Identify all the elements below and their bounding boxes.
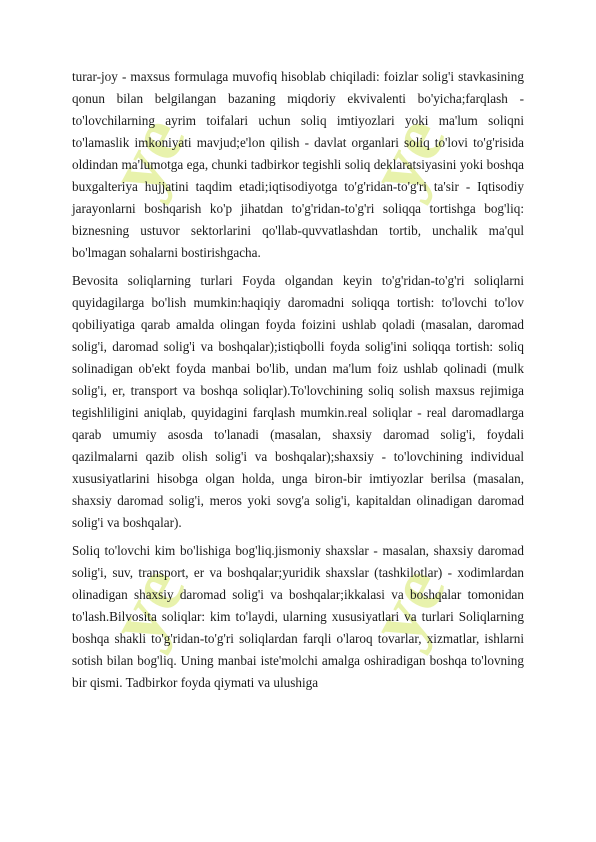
watermark: ye [350, 101, 463, 208]
paragraph: turar-joy - maxsus formulaga muvofiq hisoblab chiqiladi: foizlar solig'i stavkasining qonun bilan belgilangan bazaning miqdoriy ekvivalenti bo'yicha;farqlash - to'lovchilarning ayrim toifalari uchun soliq imtiyozlari yoki ma'lum soliqni to'lamaslik imkoniyati mavjud;e'lon qilish - davlat organlari soliq to'lovi to'g'risida oldindan ma'lumotga ega, chunki tadbirkor tegishli soliq deklaratsiyasini yoki boshqa buxgalteriya hujjatini taqdim etadi;iqtisodiyotga to'g'ridan-to'g'ri ta'sir - Iqtisodiy jarayonlarni boshqarish ko'p jihatdan to'g'ridan-to'g'ri soliqqa tortishga bog'liq: biznesning ustuvor sektorlarini qo'llab-quvvatlashdan tortib, unchalik ma'qul bo'lmagan sohalarni bostirishgacha. [72, 69, 524, 260]
paragraph: Bevosita soliqlarning turlari Foyda olgandan keyin to'g'ridan-to'g'ri soliqlarni quyidagilarga bo'lish mumkin:haqiqiy daromadni soliqqa tortish: to'lovchi to'lov qobiliyatiga qarab amalda olingan foyda foizini ushlab qoladi (masalan, daromad solig'i, daromad solig'i va boshqalar);istiqbolli foyda solig'ini soliqqa tortish: soliq solinadigan ob'ekt foyda manbai bo'lib, undan ma'lum foiz ushlab qolinadi (mulk solig'i, er, transport va boshqa soliqlar).To'lovchining soliq solish maxsus rejimiga tegishliligini aniqlab, quyidagini farqlash mumkin.real soliqlar - real daromadlarga qarab umumiy asosda to'lanadi (masalan, shaxsiy daromad solig'i, foydali qazilmalarni qazib olish solig'i va boshqalar);shaxsiy - to'lovchining individual xususiyatlarini hisobga olgan holda, unga biron-bir imtiyozlar berilsa (masalan, shaxsiy daromad solig'i, meros yoki sovg'a solig'i, kapitaldan olinadigan daromad solig'i va boshqalar). [72, 273, 524, 530]
watermark: ye [350, 551, 463, 658]
paragraph: Soliq to'lovchi kim bo'lishiga bog'liq.jismoniy shaxslar - masalan, shaxsiy daromad solig'i, suv, transport, er va boshqalar;yuridik shaxslar (tashkilotlar) - xodimlardan olinadigan shaxsiy daromad solig'i va boshqalar;ikkalasi va boshqalar tomonidan to'lash.Bilvosita soliqlar: kim to'laydi, ularning xususiyatlari va turlari Soliqlarning boshqa shakli to'g'ridan-to'g'ri soliqlardan farqli o'laroq tovarlar, xizmatlar, ishlarni sotish bilan bog'liq. Uning manbai iste'molchi amalga oshiradigan boshqa to'lovning bir qismi. Tadbirkor foyda qiymati va ulushiga [72, 543, 524, 690]
watermark: ye [90, 551, 203, 658]
document-body [72, 66, 524, 700]
watermark: ye [90, 101, 203, 208]
